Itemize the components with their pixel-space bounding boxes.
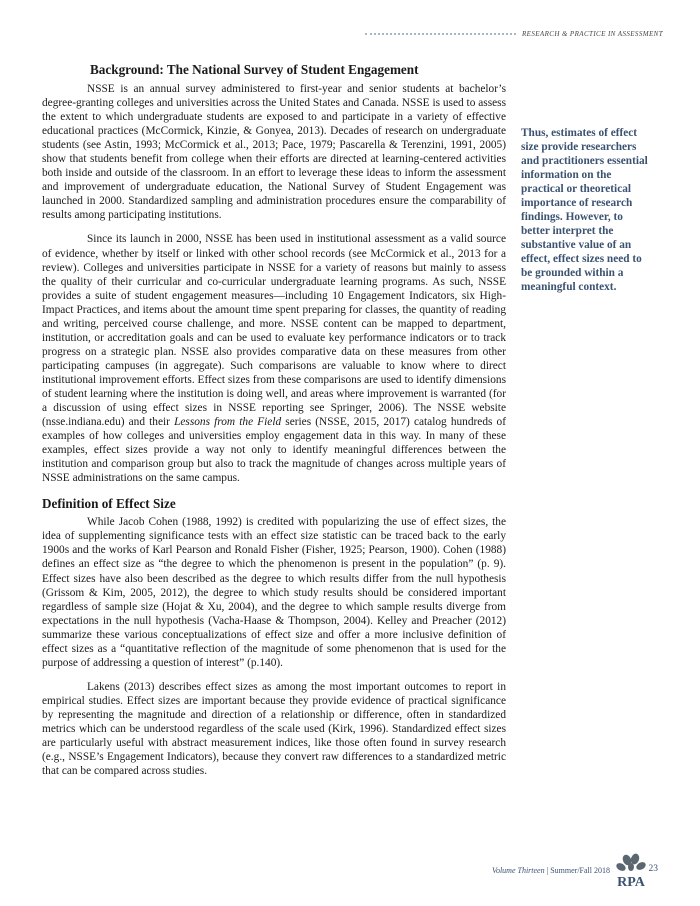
pull-quote: Thus, estimates of effect size provide researchers and practitioners essential information on the practical or theoretical importance of research findings. However, to better interpret the substantive value of an effect, effect sizes need to be grounded within a meaningful context. xyxy=(521,127,648,293)
paragraph: NSSE is an annual survey administered to first-year and senior students at bachelor’s degree-granting colleges and universities across the United States and Canada. NSSE is used to assess the extent to which undergraduate students are exposed to and participate in a variety of effective educational practices (McCormick, Kinzie, & Gonyea, 2013). Decades of research on undergraduate students (see Astin, 1993; McCormick et al., 2013; Pace, 1979; Pascarella & Terenzini, 1991, 2005) show that students benefit from college when their efforts are directed at learning-centered activities both inside and outside of the classroom. In an effort to leverage these ideas to inform the assessment and improvement of undergraduate education, the National Survey of Student Engagement was launched in 2000. Standardized sampling and administration procedures ensure the comparability of results among participating institutions. xyxy=(42,83,506,222)
paragraph: Since its launch in 2000, NSSE has been used in institutional assessment as a valid source of evidence, whether by itself or linked with other school records (see McCormick et al., 2013 for a review). Colleges and universities participate in NSSE for a variety of reasons but mainly to assess the quality of their curricular and co-curricular undergraduate learning programs. As such, NSSE provides a suite of student engagement measures—including 10 Engagement Indicators, six High-Impact Practices, and items about the amount time spent preparing for classes, the quantity of reading and writing, perceived course challenge, and more. NSSE content can be mapped to department, institution, or accreditation goals and can be used to evaluate key performance indicators or to track progress on a strategic plan. NSSE also provides comparative data on these measures from other participating campuses (in aggregate). Such comparisons are valuable to know where to direct institutional improvement efforts. Effect sizes from these comparisons are used to identify dimensions of student learning where the institution is doing well, and areas where improvement is warranted (for a discussion of using effect sizes in NSSE reporting see Springer, 2006). The NSSE website (nsse.indiana.edu) and their Lessons from the Field series (NSSE, 2015, 2017) catalog hundreds of examples of how colleges and universities employ engagement data in this way. In many of these examples, effect sizes provide a way not only to identify meaningful differences between the institution and comparison group but also to track the magnitude of changes across multiple years of NSSE administrations on the same campus. xyxy=(42,233,506,485)
page-number: 23 xyxy=(648,864,658,874)
page-footer xyxy=(400,853,670,893)
journal-issue: Volume Thirteen | Summer/Fall 2018 xyxy=(491,866,610,875)
running-title: RESEARCH & PRACTICE IN ASSESSMENT xyxy=(521,30,663,38)
paragraph: While Jacob Cohen (1988, 1992) is credited with popularizing the use of effect sizes, the idea of supplementing significance tests with an effect size statistic can be traced back to the early 1900s and the works of Karl Pearson and Ronald Fisher (Fisher, 1925; Pearson, 1900). Cohen (1988) defines an effect size as “the degree to which the phenomenon is present in the population” (p. 9). Effect sizes have also been described as the degree to which results differ from the null hypothesis (Grissom & Kim, 2005, 2012), the degree to which study results should be considered important regardless of sample size (Hojat & Xu, 2004), and the degree to which sample results diverge from expectations in the null hypothesis (Vacha-Haase & Thompson, 2004). Kelley and Preacher (2012) summarize these various conceptualizations of effect size and offer a more inclusive definition of effect sizes as a “quantitative reflection of the magnitude of some phenomenon that is used for the purpose of addressing a question of interest” (p.140). xyxy=(42,516,506,669)
main-column xyxy=(42,62,506,778)
running-header xyxy=(365,30,663,38)
header-dotted-rule xyxy=(365,33,516,35)
section-heading-definition: Definition of Effect Size xyxy=(42,496,176,512)
svg-text:RPA: RPA xyxy=(617,875,645,890)
paragraph: Lakens (2013) describes effect sizes as among the most important outcomes to report in empirical studies. Effect sizes are important because they provide evidence of practical significance by representing the magnitude and direction of a relationship or difference, often in standardized metrics which can be understood regardless of the scale used (Kirk, 1996). Standardized effect sizes are particularly useful with abstract measurement indices, like those often found in survey research (e.g., NSSE’s Engagement Indicators), because they convert raw differences to a standardized metric that can be compared across studies. xyxy=(42,680,506,778)
series-title: Lessons from the Field xyxy=(174,416,282,429)
rpa-logo xyxy=(613,853,649,893)
section-heading-background: Background: The National Survey of Student Engagement xyxy=(90,62,419,77)
